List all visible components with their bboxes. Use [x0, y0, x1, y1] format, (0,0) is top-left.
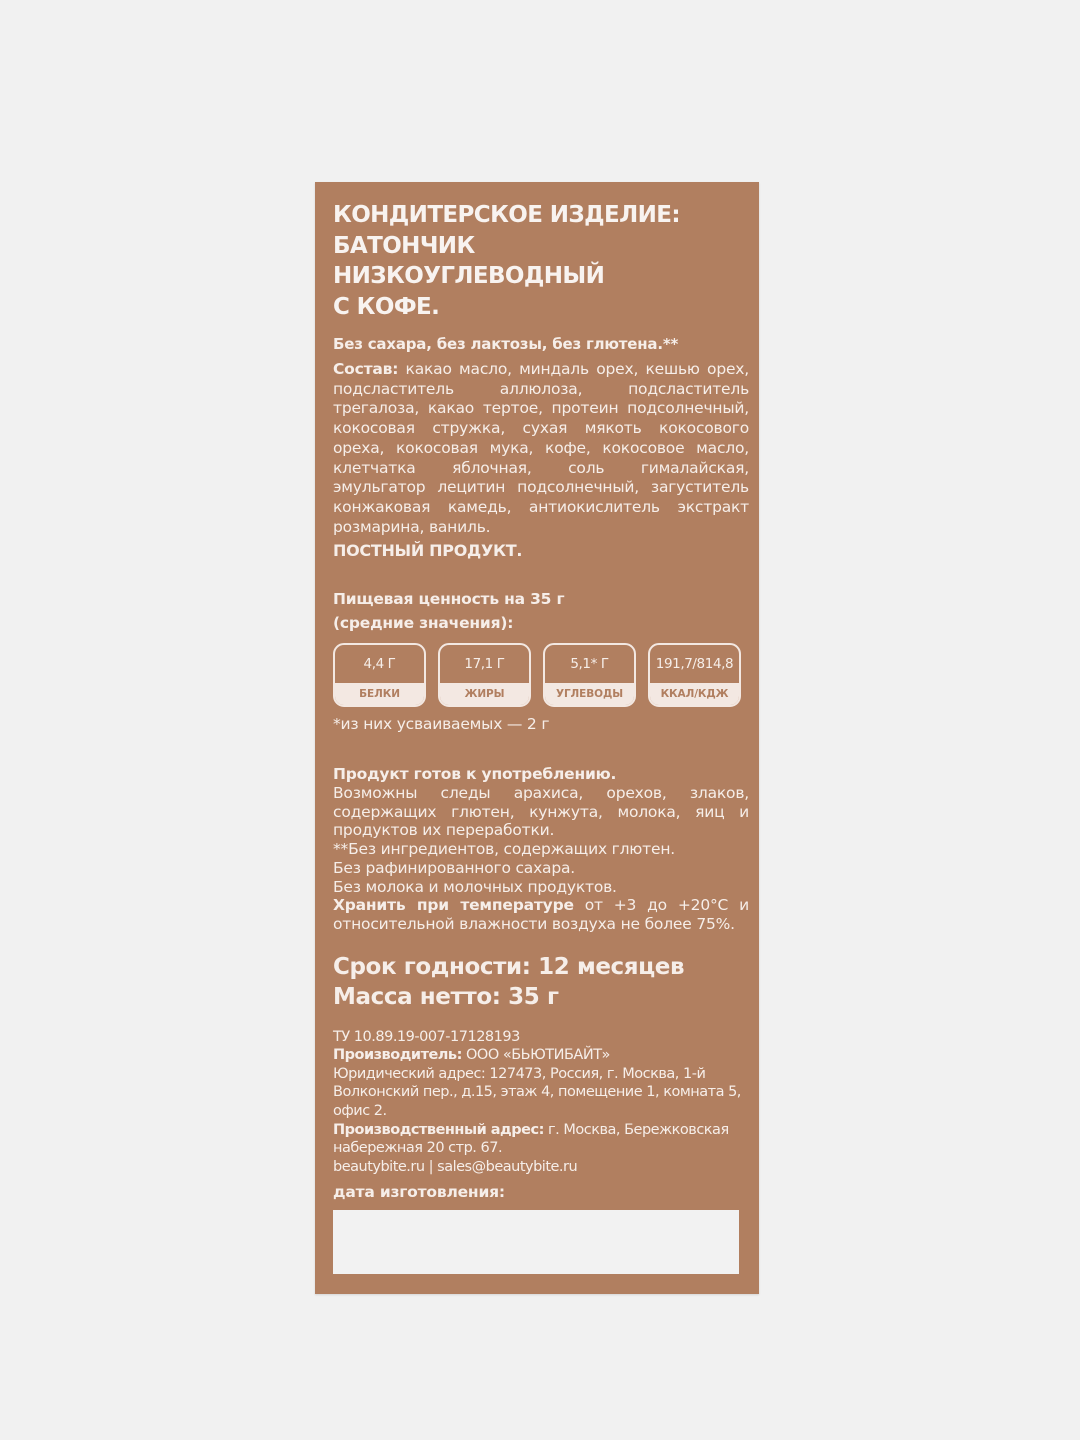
no-milk-text: Без молока и молочных продуктов.: [333, 877, 617, 896]
fat-value: 17,1 Г: [464, 656, 505, 673]
nutrition-heading: [333, 587, 749, 635]
composition-text: [333, 360, 749, 537]
tu-code: ТУ 10.89.19-007-17128193: [333, 1028, 520, 1045]
storage-text: [333, 896, 749, 933]
nutrition-heading-line-1: Пищевая ценность на 35 г: [333, 590, 565, 609]
nutrition-box-protein: [333, 643, 426, 707]
nutrition-box-carbs: [543, 643, 636, 707]
energy-value: 191,7/814,8: [655, 656, 734, 673]
nutrition-boxes: [333, 643, 749, 707]
storage-label: Хранить при температуре: [333, 896, 574, 915]
fat-label: ЖИРЫ: [440, 683, 529, 705]
protein-value: 4,4 Г: [363, 656, 396, 673]
package-back-panel: [315, 182, 759, 1294]
free-from-text: Без сахара, без лактозы, без глютена.**: [333, 335, 679, 353]
no-sugar-text: Без рафинированного сахара.: [333, 858, 576, 877]
no-gluten-text: **Без ингредиентов, содержащих глютен.: [333, 840, 675, 859]
title-line-3: С КОФЕ.: [333, 293, 440, 320]
shelf-life-block: [333, 952, 749, 1012]
energy-label: ККАЛ/КДЖ: [650, 683, 739, 705]
allergen-traces-text: Возможны следы арахиса, орехов, злаков, содержащих глютен, кунжута, молока, яиц и продуктов их переработки.: [333, 784, 749, 840]
manufacturer-block: [333, 1028, 749, 1177]
carbs-footnote: *из них усваиваемых — 2 г: [333, 715, 550, 734]
ready-to-eat-text: Продукт готов к употреблению.: [333, 765, 617, 784]
composition-ingredients: какао масло, миндаль орех, кешью орех, подсластитель аллюлоза, подсластитель трегалоза, какао тертое, протеин подсолнечный, кокосовая стружка, сухая мякоть кокосового ореха, кокосовая мука, кофе, кокосовое масло, клетчатка яблочная, соль гималайская, эмульгатор лецитин подсолнечный, загуститель конжаковая камедь, антиокислитель экстракт розмарина, ваниль.: [333, 360, 749, 536]
legal-address: Юридический адрес: 127473, Россия, г. Москва, 1-й Волконский пер., д.15, этаж 4, помещение 1, комната 5, офис 2.: [333, 1065, 741, 1120]
manufacture-date-label: дата изготовления:: [333, 1183, 505, 1202]
producer-line: [333, 1046, 749, 1065]
title-line-2: БАТОНЧИК НИЗКОУГЛЕВОДНЫЙ: [333, 232, 605, 289]
contacts: beautybite.ru | sales@beautybite.ru: [333, 1158, 578, 1175]
title-line-1: КОНДИТЕРСКОЕ ИЗДЕЛИЕ:: [333, 202, 680, 228]
storage-conditions: от +3 до +20°С и относительной влажности воздуха не более 75%.: [333, 896, 749, 933]
net-mass-text: Масса нетто: 35 г: [333, 983, 559, 1010]
nutrition-box-fat: [438, 643, 531, 707]
producer-name: ООО «БЬЮТИБАЙТ»: [461, 1047, 610, 1064]
nutrition-box-energy: [648, 643, 741, 707]
carbs-label: УГЛЕВОДЫ: [545, 683, 634, 705]
protein-label: БЕЛКИ: [335, 683, 424, 705]
production-address-label: Производственный адрес:: [333, 1121, 544, 1138]
usage-block: [333, 765, 749, 933]
producer-label: Производитель:: [333, 1047, 462, 1064]
shelf-life-text: Срок годности: 12 месяцев: [333, 953, 685, 980]
nutrition-heading-line-2: (средние значения):: [333, 614, 514, 633]
product-title: [333, 200, 749, 322]
composition-label: Состав:: [333, 360, 399, 378]
production-address-line: [333, 1121, 749, 1158]
manufacture-date-field: [333, 1210, 739, 1274]
carbs-value: 5,1* Г: [570, 656, 609, 673]
lenten-product-text: ПОСТНЫЙ ПРОДУКТ.: [333, 541, 523, 561]
production-address: г. Москва, Бережковская набережная 20 стр. 67.: [333, 1121, 729, 1157]
